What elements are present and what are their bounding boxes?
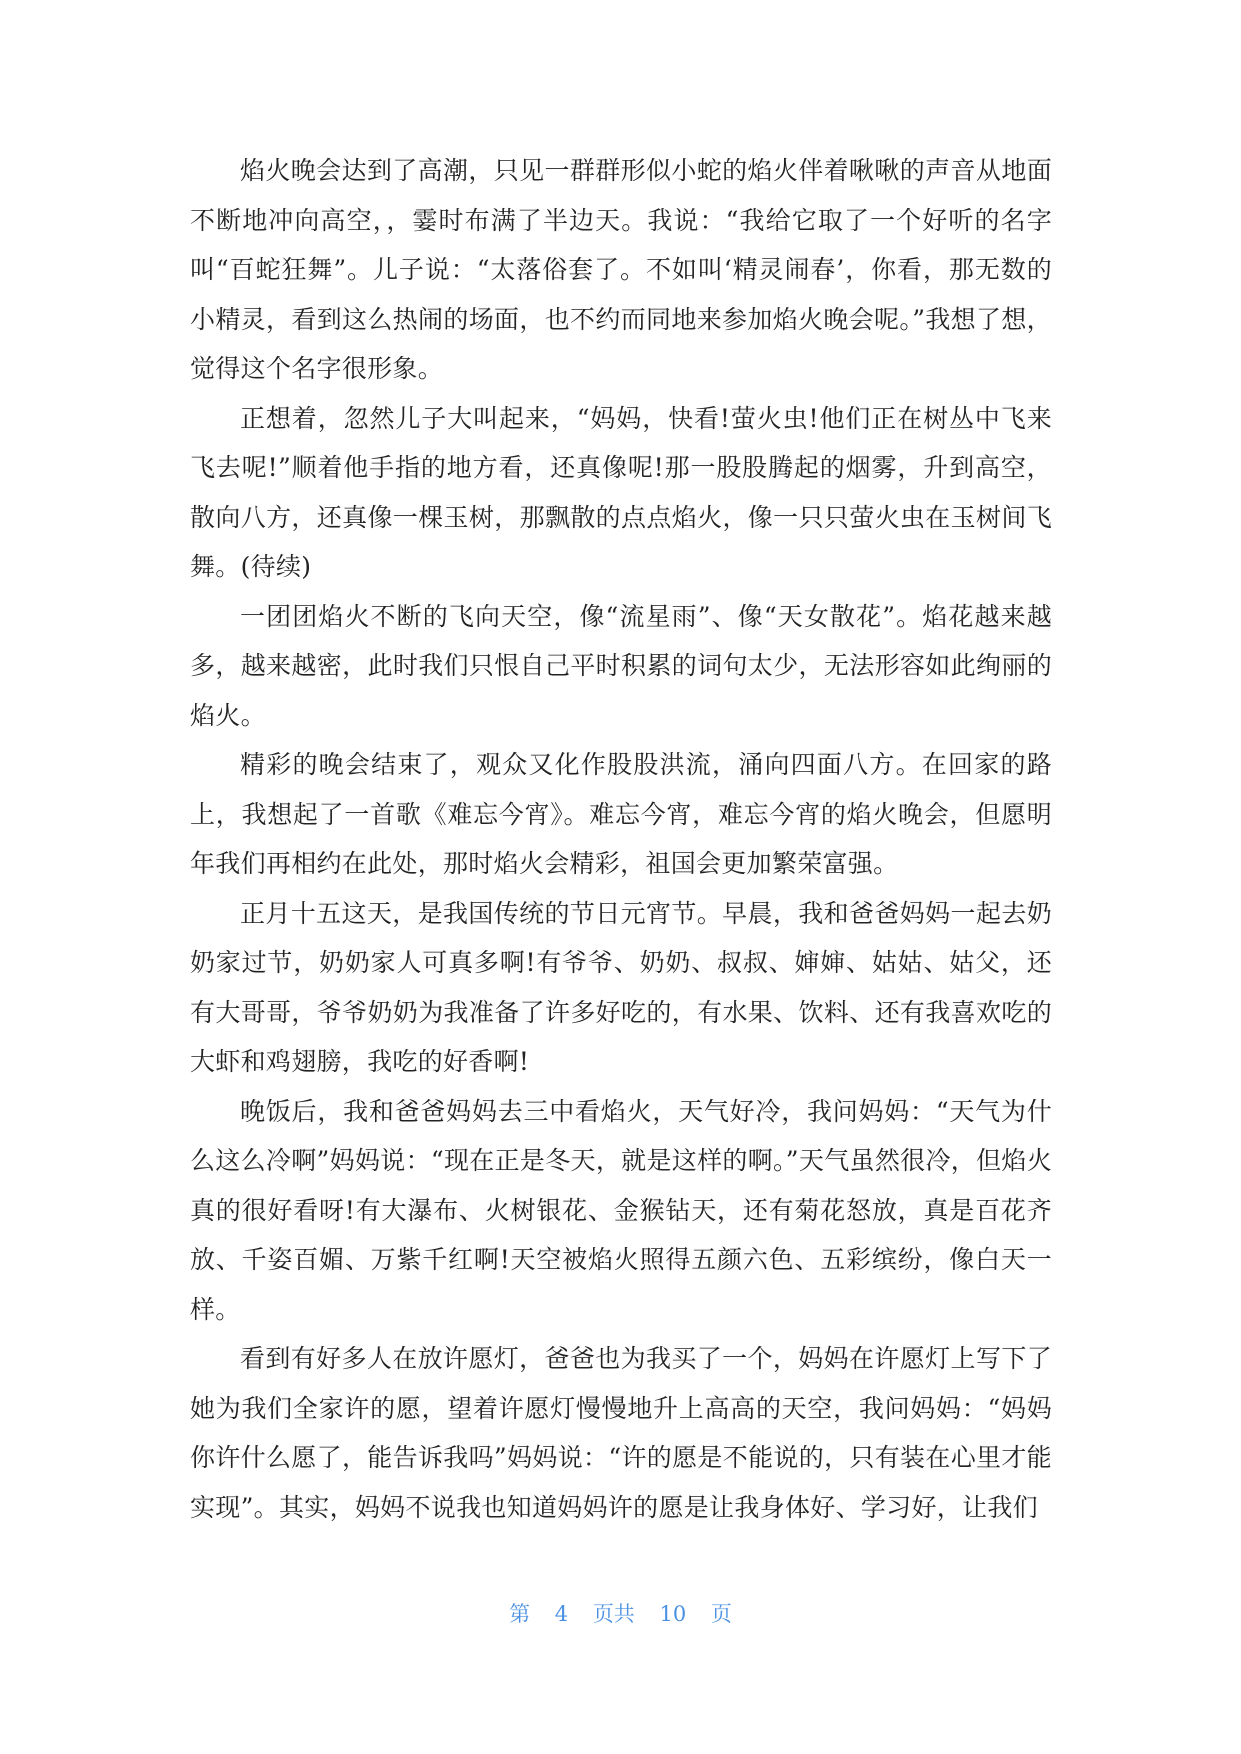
paragraph-2: 正想着，忽然儿子大叫起来，“妈妈，快看!萤火虫!他们正在树丛中飞来飞去呢!”顺着他手指的地方看，还真像呢!那一股股腾起的烟雾，升到高空，散向八方，还真像一棵玉树，那飘散的点点焰火，像一只只萤火虫在玉树间飞舞。(待续) [190, 403, 1052, 581]
paragraph-7: 看到有好多人在放许愿灯，爸爸也为我买了一个，妈妈在许愿灯上写下了她为我们全家许的愿，望着许愿灯慢慢地升上高高的天空，我问妈妈：“妈妈你许什么愿了，能告诉我吗”妈妈说：“许的愿是不能说的，只有装在心里才能实现”。其实，妈妈不说我也知道妈妈许的愿是让我身体好、学习好，让我们 [190, 1344, 1052, 1522]
footer-total-pages: 10 [659, 1602, 687, 1626]
document-body [190, 146, 1052, 1532]
paragraph-4: 精彩的晚会结束了，观众又化作股股洪流，涌向四面八方。在回家的路上，我想起了一首歌《难忘今宵》。难忘今宵，难忘今宵的焰火晚会，但愿明年我们再相约在此处，那时焰火会精彩，祖国会更加繁荣富强。 [190, 750, 1052, 878]
footer-page-number: 4 [554, 1602, 569, 1626]
page-footer [0, 1598, 1241, 1628]
paragraph-1: 焰火晚会达到了高潮，只见一群群形似小蛇的焰火伴着啾啾的声音从地面不断地冲向高空，，霎时布满了半边天。我说：“我给它取了一个好听的名字叫“百蛇狂舞”。儿子说：“太落俗套了。不如叫‘精灵闹春’，你看，那无数的小精灵，看到这么热闹的场面，也不约而同地来参加焰火晚会呢。”我想了想，觉得这个名字很形象。 [190, 156, 1052, 383]
paragraph-3: 一团团焰火不断的飞向天空，像“流星雨”、像“天女散花”。焰花越来越多，越来越密，此时我们只恨自己平时积累的词句太少，无法形容如此绚丽的焰火。 [190, 601, 1052, 730]
footer-prefix: 第 [509, 1602, 531, 1626]
footer-suffix: 页 [710, 1602, 732, 1626]
paragraph-5: 正月十五这天，是我国传统的节日元宵节。早晨，我和爸爸妈妈一起去奶奶家过节，奶奶家人可真多啊!有爷爷、奶奶、叔叔、婶婶、姑姑、姑父，还有大哥哥，爷爷奶奶为我准备了许多好吃的，有水果、饮料、还有我喜欢吃的大虾和鸡翅膀，我吃的好香啊! [190, 898, 1052, 1076]
paragraph-6: 晚饭后，我和爸爸妈妈去三中看焰火，天气好冷，我问妈妈：“天气为什么这么冷啊”妈妈说：“现在正是冬天，就是这样的啊。”天气虽然很冷，但焰火真的很好看呀!有大瀑布、火树银花、金猴钻天，还有菊花怒放，真是百花齐放、千姿百媚、万紫千红啊!天空被焰火照得五颜六色、五彩缤纷，像白天一样。 [190, 1096, 1052, 1324]
footer-middle: 页共 [592, 1602, 635, 1626]
